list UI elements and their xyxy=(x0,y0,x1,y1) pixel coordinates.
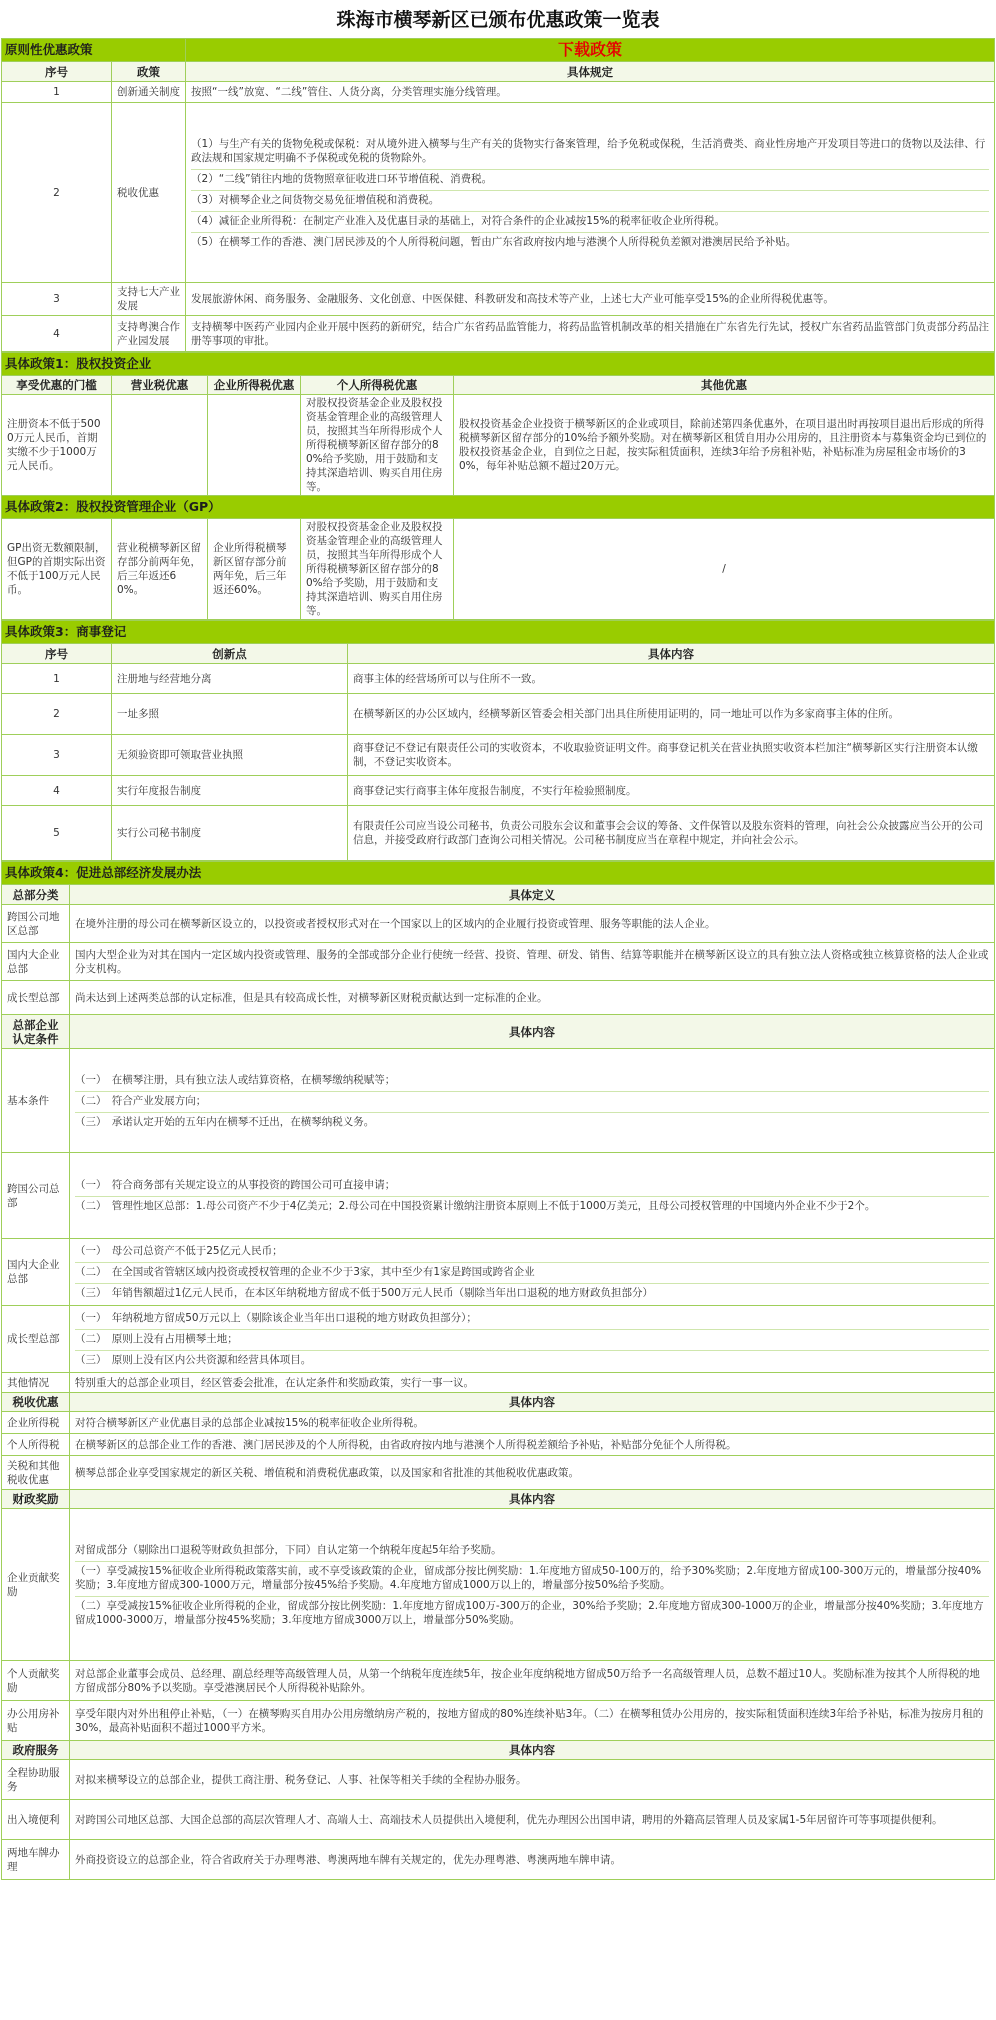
table-row xyxy=(2,905,995,943)
row-content: 在横琴新区的办公区域内，经横琴新区管委会相关部门出具住所使用证明的，同一地址可以作为多家商事主体的住所。 xyxy=(348,694,995,735)
row-point: 无须验资即可领取营业执照 xyxy=(112,735,348,776)
row-no: 4 xyxy=(2,776,112,806)
other-cell: / xyxy=(454,519,995,620)
tax-text: 在横琴新区的总部企业工作的香港、澳门居民涉及的个人所得税，由省政府按内地与港澳个人所得税差额给予补贴，补贴部分免征个人所得税。 xyxy=(70,1434,995,1456)
gov-service-text: 对跨国公司地区总部、大国企总部的高层次管理人才、高端人士、高端技术人员提供出入境便利，优先办理因公出国申请，聘用的外籍高层管理人员及家属1-5年居留许可等事项提供便利。 xyxy=(70,1800,995,1840)
table-row xyxy=(2,1239,995,1306)
big-conditions-list xyxy=(70,1239,995,1306)
business-tax-cell: 营业税横琴新区留存部分前两年免，后三年返还60%。 xyxy=(112,519,208,620)
other-cell: 股权投资基金企业投资于横琴新区的企业或项目，除前述第四条优惠外，在项目退出时再按项目退出后形成的所得税横琴新区留存部分的10%给予额外奖励。对在横琴新区租赁自用办公用房的，且注册资本与募集资金均已到位的股权投资基金企业，自到位之日起，按实际租赁面积，连续3年给予房租补贴，补贴标准为房屋租金市场价的30%，每年补贴总额不超过20万元。 xyxy=(454,395,995,496)
category-definition: 在境外注册的母公司在横琴新区设立的，以投资或者授权形式对在一个国家以上的区域内的企业履行投资或管理、服务等职能的法人企业。 xyxy=(70,905,995,943)
row-policy: 支持粤澳合作产业园发展 xyxy=(112,316,186,352)
row-point: 注册地与经营地分离 xyxy=(112,664,348,694)
row-rule-list xyxy=(186,103,995,283)
policy3-section-title: 具体政策3：商事登记 xyxy=(2,621,995,644)
personal-tax-cell: 对股权投资基金企业及股权投资基金管理企业的高级管理人员，按照其当年所得形成个人所得税横琴新区留存部分的80%给予奖励，用于鼓励和支持其深造培训、购买自用住房等。 xyxy=(301,519,454,620)
office-subsidy-label: 办公用房补贴 xyxy=(2,1701,70,1741)
growth-hq-label: 成长型总部 xyxy=(2,1306,70,1373)
col-header-personal-tax: 个人所得税优惠 xyxy=(301,376,454,395)
col-header-business-tax: 营业税优惠 xyxy=(112,376,208,395)
principle-section-title: 原则性优惠政策 xyxy=(2,39,186,62)
download-policy-link[interactable]: 下载政策 xyxy=(558,40,623,59)
gov-service-label: 两地车牌办理 xyxy=(2,1840,70,1880)
principle-policy-table xyxy=(1,38,995,352)
col-header-no: 序号 xyxy=(2,62,112,82)
other-case-text: 特别重大的总部企业项目，经区管委会批准，在认定条件和奖励政策，实行一事一议。 xyxy=(70,1373,995,1393)
gov-service-text: 对拟来横琴设立的总部企业，提供工商注册、税务登记、人事、社保等相关手续的全程协办服务。 xyxy=(70,1760,995,1800)
row-content: 商事主体的经营场所可以与住所不一致。 xyxy=(348,664,995,694)
col-header-policy: 政策 xyxy=(112,62,186,82)
condition-item: （一） 符合商务部有关规定设立的从事投资的跨国公司可直接申请； xyxy=(75,1179,396,1191)
col-header-gov-service: 政府服务 xyxy=(2,1741,70,1760)
condition-item: （三） 承诺认定开始的五年内在横琴不迁出，在横琴纳税义务。 xyxy=(75,1112,989,1131)
col-header-no: 序号 xyxy=(2,644,112,664)
table-row xyxy=(2,943,995,981)
rule-item: （4）减征企业所得税：在制定产业准入及优惠目录的基础上，对符合条件的企业减按15%的税率征收企业所得税。 xyxy=(191,211,989,230)
row-no: 5 xyxy=(2,806,112,861)
tax-label: 企业所得税 xyxy=(2,1412,70,1434)
tax-text: 横琴总部企业享受国家规定的新区关税、增值税和消费税优惠政策，以及国家和省批准的其他税收优惠政策。 xyxy=(70,1456,995,1490)
page-title: 珠海市横琴新区已颁布优惠政策一览表 xyxy=(336,9,660,31)
personal-reward-text: 对总部企业董事会成员、总经理、副总经理等高级管理人员，从第一个纳税年度连续5年，按企业年度纳税地方留成50万给予一名高级管理人员，总数不超过10人。奖励标准为按其个人所得税的地方留成部分80%予以奖励。享受港澳居民个人所得税补贴除外。 xyxy=(70,1661,995,1701)
row-no: 3 xyxy=(2,735,112,776)
row-point: 实行年度报告制度 xyxy=(112,776,348,806)
category-label: 国内大企业总部 xyxy=(2,943,70,981)
col-header-finance-content: 具体内容 xyxy=(70,1490,995,1509)
condition-item: （一） 在横琴注册，具有独立法人或结算资格，在横琴缴纳税赋等； xyxy=(75,1073,396,1086)
col-header-gov-content: 具体内容 xyxy=(70,1741,995,1760)
corp-tax-cell: 企业所得税横琴新区留存部分前两年免，后三年返还60%。 xyxy=(208,519,301,620)
category-definition: 尚未达到上述两类总部的认定标准，但是具有较高成长性，对横琴新区财税贡献达到一定标准的企业。 xyxy=(70,981,995,1015)
row-no: 3 xyxy=(2,283,112,316)
tax-label: 个人所得税 xyxy=(2,1434,70,1456)
row-no: 1 xyxy=(2,664,112,694)
table-row xyxy=(2,1049,995,1153)
col-header-content: 具体内容 xyxy=(348,644,995,664)
col-header-tax-content: 具体内容 xyxy=(70,1393,995,1412)
condition-item: （一） 年纳税地方留成50万元以上（剔除该企业当年出口退税的地方财政负担部分）； xyxy=(75,1312,477,1324)
row-policy: 支持七大产业发展 xyxy=(112,283,186,316)
table-row xyxy=(2,694,995,735)
row-content: 商事登记不登记有限责任公司的实收资本，不收取验资证明文件。商事登记机关在营业执照实收资本栏加注“横琴新区实行注册资本认缴制，不登记实收资本。 xyxy=(348,735,995,776)
condition-item: （一） 母公司总资产不低于25亿元人民币； xyxy=(75,1245,283,1257)
policy1-section-title: 具体政策1：股权投资企业 xyxy=(2,353,995,376)
col-header-other: 其他优惠 xyxy=(454,376,995,395)
category-label: 跨国公司地区总部 xyxy=(2,905,70,943)
threshold-cell: GP出资无数额限制，但GP的首期实际出资不低于100万元人民币。 xyxy=(2,519,112,620)
table-row xyxy=(2,1306,995,1373)
table-row xyxy=(2,1373,995,1393)
row-content: 有限责任公司应当设公司秘书，负责公司股东会议和董事会会议的筹备、文件保管以及股东资料的管理，向社会公众披露应当公开的公司信息，并接受政府行政部门查询公司相关情况。公司秘书制度应当在章程中规定，并向社会公示。 xyxy=(348,806,995,861)
other-case-label: 其他情况 xyxy=(2,1373,70,1393)
row-point: 一址多照 xyxy=(112,694,348,735)
col-header-conditions: 总部企业认定条件 xyxy=(2,1015,70,1049)
condition-item: （二） 原则上没有占用横琴土地； xyxy=(75,1329,989,1348)
category-label: 成长型总部 xyxy=(2,981,70,1015)
row-no: 1 xyxy=(2,82,112,103)
personal-tax-cell: 对股权投资基金企业及股权投资基金管理企业的高级管理人员，按照其当年所得形成个人所得税横琴新区留存部分的80%给予奖励，用于鼓励和支持其深造培训、购买自用住房等。 xyxy=(301,395,454,496)
condition-item: （二） 管理性地区总部：1.母公司资产不少于4亿美元；2.母公司在中国投资累计缴纳注册资本原则上不低于1000万美元，且母公司授权管理的中国境内外企业不少于2个。 xyxy=(75,1196,989,1215)
row-rule: 按照“一线”放宽、“二线”管住、人货分离，分类管理实施分线管理。 xyxy=(186,82,995,103)
row-policy: 税收优惠 xyxy=(112,103,186,283)
col-header-point: 创新点 xyxy=(112,644,348,664)
row-rule: 支持横琴中医药产业园内企业开展中医药的新研究，结合广东省药品监管能力，将药品监管机制改革的相关措施在广东省先行先试，授权广东省药品监管部门负责部分药品注册等事项的审批。 xyxy=(186,316,995,352)
business-tax-cell xyxy=(112,395,208,496)
col-header-definition: 具体定义 xyxy=(70,885,995,905)
row-no: 2 xyxy=(2,694,112,735)
enterprise-reward-list xyxy=(70,1509,995,1661)
table-row xyxy=(2,519,995,620)
enterprise-reward-label: 企业贡献奖励 xyxy=(2,1509,70,1661)
table-row xyxy=(2,316,995,352)
reward-item: 对留成部分（剔除出口退税等财政负担部分，下同）自认定第一个纳税年度起5年给予奖励。 xyxy=(75,1543,502,1556)
condition-item: （二） 在全国或省管辖区域内投资或授权管理的企业不少于3家，其中至少有1家是跨国或跨省企业 xyxy=(75,1262,989,1281)
tax-text: 对符合横琴新区产业优惠目录的总部企业减按15%的税率征收企业所得税。 xyxy=(70,1412,995,1434)
table-row xyxy=(2,283,995,316)
policy4-section-title: 具体政策4：促进总部经济发展办法 xyxy=(2,862,995,885)
hq-policy-table xyxy=(1,861,995,1880)
category-definition: 国内大型企业为对其在国内一定区域内投资或管理、服务的全部或部分企业行使统一经营、投资、管理、研发、销售、结算等职能并在横琴新区设立的具有独立法人资格或独立核算资格的法人企业或分支机构。 xyxy=(70,943,995,981)
rule-item: （2）“二线”销往内地的货物照章征收进口环节增值税、消费税。 xyxy=(191,169,989,188)
big-enterprise-hq-label: 国内大企业总部 xyxy=(2,1239,70,1306)
table-row xyxy=(2,395,995,496)
mnc-conditions-list xyxy=(70,1153,995,1239)
rule-item: （1）与生产有关的货物免税或保税：对从境外进入横琴与生产有关的货物实行备案管理，给予免税或保税，生活消费类、商业性房地产开发项目等进口的货物以及法律、行政法规和国家规定明确不予保税或免税的货物除外。 xyxy=(191,137,986,164)
gov-service-text: 外商投资设立的总部企业，符合省政府关于办理粤港、粤澳两地车牌有关规定的，优先办理粤港、粤澳两地车牌申请。 xyxy=(70,1840,995,1880)
table-row xyxy=(2,1701,995,1741)
basic-conditions-list xyxy=(70,1049,995,1153)
col-header-rule: 具体规定 xyxy=(186,62,995,82)
gov-service-label: 出入境便利 xyxy=(2,1800,70,1840)
reward-item: （二）享受减按15%征收企业所得税的企业，留成部分按比例奖励：1.年度地方留成100万-300万的企业，30%给予奖励；2.年度地方留成300-1000万的企业，增量部分按40%奖励；3.年度地方留成1000-3000万，增量部分按45%奖励；3.年度地方留成3000万以上，增量部分50%奖励。 xyxy=(75,1596,989,1629)
col-header-finance: 财政奖励 xyxy=(2,1490,70,1509)
office-subsidy-text: 享受年限内对外出租停止补贴，（一）在横琴购买自用办公用房缴纳房产税的，按地方留成的80%连续补贴3年。（二）在横琴租赁办公用房的，按实际租赁面积连续3年给予补贴，标准为按房月租的30%，最高补贴面积不超过1000平方米。 xyxy=(70,1701,995,1741)
policy2-section-title: 具体政策2：股权投资管理企业（GP） xyxy=(2,496,995,519)
row-policy: 创新通关制度 xyxy=(112,82,186,103)
table-row xyxy=(2,1800,995,1840)
rule-item: （5）在横琴工作的香港、澳门居民涉及的个人所得税问题，暂由广东省政府按内地与港澳个人所得税负差额对港澳居民给予补贴。 xyxy=(191,232,989,251)
condition-item: （三） 年销售额超过1亿元人民币，在本区年纳税地方留成不低于500万元人民币（剔除当年出口退税的地方财政负担部分） xyxy=(75,1283,989,1302)
table-row xyxy=(2,1153,995,1239)
col-header-category: 总部分类 xyxy=(2,885,70,905)
row-no: 4 xyxy=(2,316,112,352)
table-row xyxy=(2,664,995,694)
rule-item: （3）对横琴企业之间货物交易免征增值税和消费税。 xyxy=(191,190,989,209)
table-row xyxy=(2,1760,995,1800)
registration-policy-table xyxy=(1,620,995,861)
gov-service-label: 全程协助服务 xyxy=(2,1760,70,1800)
col-header-cond-content: 具体内容 xyxy=(70,1015,995,1049)
row-rule: 发展旅游休闲、商务服务、金融服务、文化创意、中医保健、科教研发和高技术等产业，上述七大产业可能享受15%的企业所得税优惠等。 xyxy=(186,283,995,316)
basic-conditions-label: 基本条件 xyxy=(2,1049,70,1153)
table-row xyxy=(2,82,995,103)
row-no: 2 xyxy=(2,103,112,283)
col-header-corp-tax: 企业所得税优惠 xyxy=(208,376,301,395)
equity-policy-table xyxy=(1,352,995,620)
table-row xyxy=(2,103,995,283)
table-row xyxy=(2,1661,995,1701)
table-row xyxy=(2,1412,995,1434)
col-header-threshold: 享受优惠的门槛 xyxy=(2,376,112,395)
reward-item: （一）享受减按15%征收企业所得税政策落实前，或不享受该政策的企业，留成部分按比例奖励：1.年度地方留成50-100万的，给予30%奖励；2.年度地方留成100-300万元的，增量部分按40%奖励；3.年度地方留成300-1000万元，增量部分按45%给予奖励。4.年度地方留成1000万以上的，增量部分按50%给予奖励。 xyxy=(75,1561,989,1594)
table-row xyxy=(2,806,995,861)
mnc-hq-label: 跨国公司总部 xyxy=(2,1153,70,1239)
table-row xyxy=(2,1509,995,1661)
condition-item: （二） 符合产业发展方向； xyxy=(75,1091,989,1110)
col-header-tax: 税收优惠 xyxy=(2,1393,70,1412)
corp-tax-cell xyxy=(208,395,301,496)
table-row xyxy=(2,981,995,1015)
threshold-cell: 注册资本不低于5000万元人民币，首期实缴不少于1000万元人民币。 xyxy=(2,395,112,496)
table-row xyxy=(2,1840,995,1880)
growth-conditions-list xyxy=(70,1306,995,1373)
tax-label: 关税和其他税收优惠 xyxy=(2,1456,70,1490)
row-content: 商事登记实行商事主体年度报告制度，不实行年检验照制度。 xyxy=(348,776,995,806)
table-row xyxy=(2,1434,995,1456)
table-row xyxy=(2,735,995,776)
condition-item: （三） 原则上没有区内公共资源和经营具体项目。 xyxy=(75,1350,989,1369)
row-point: 实行公司秘书制度 xyxy=(112,806,348,861)
personal-reward-label: 个人贡献奖励 xyxy=(2,1661,70,1701)
table-row xyxy=(2,1456,995,1490)
table-row xyxy=(2,776,995,806)
